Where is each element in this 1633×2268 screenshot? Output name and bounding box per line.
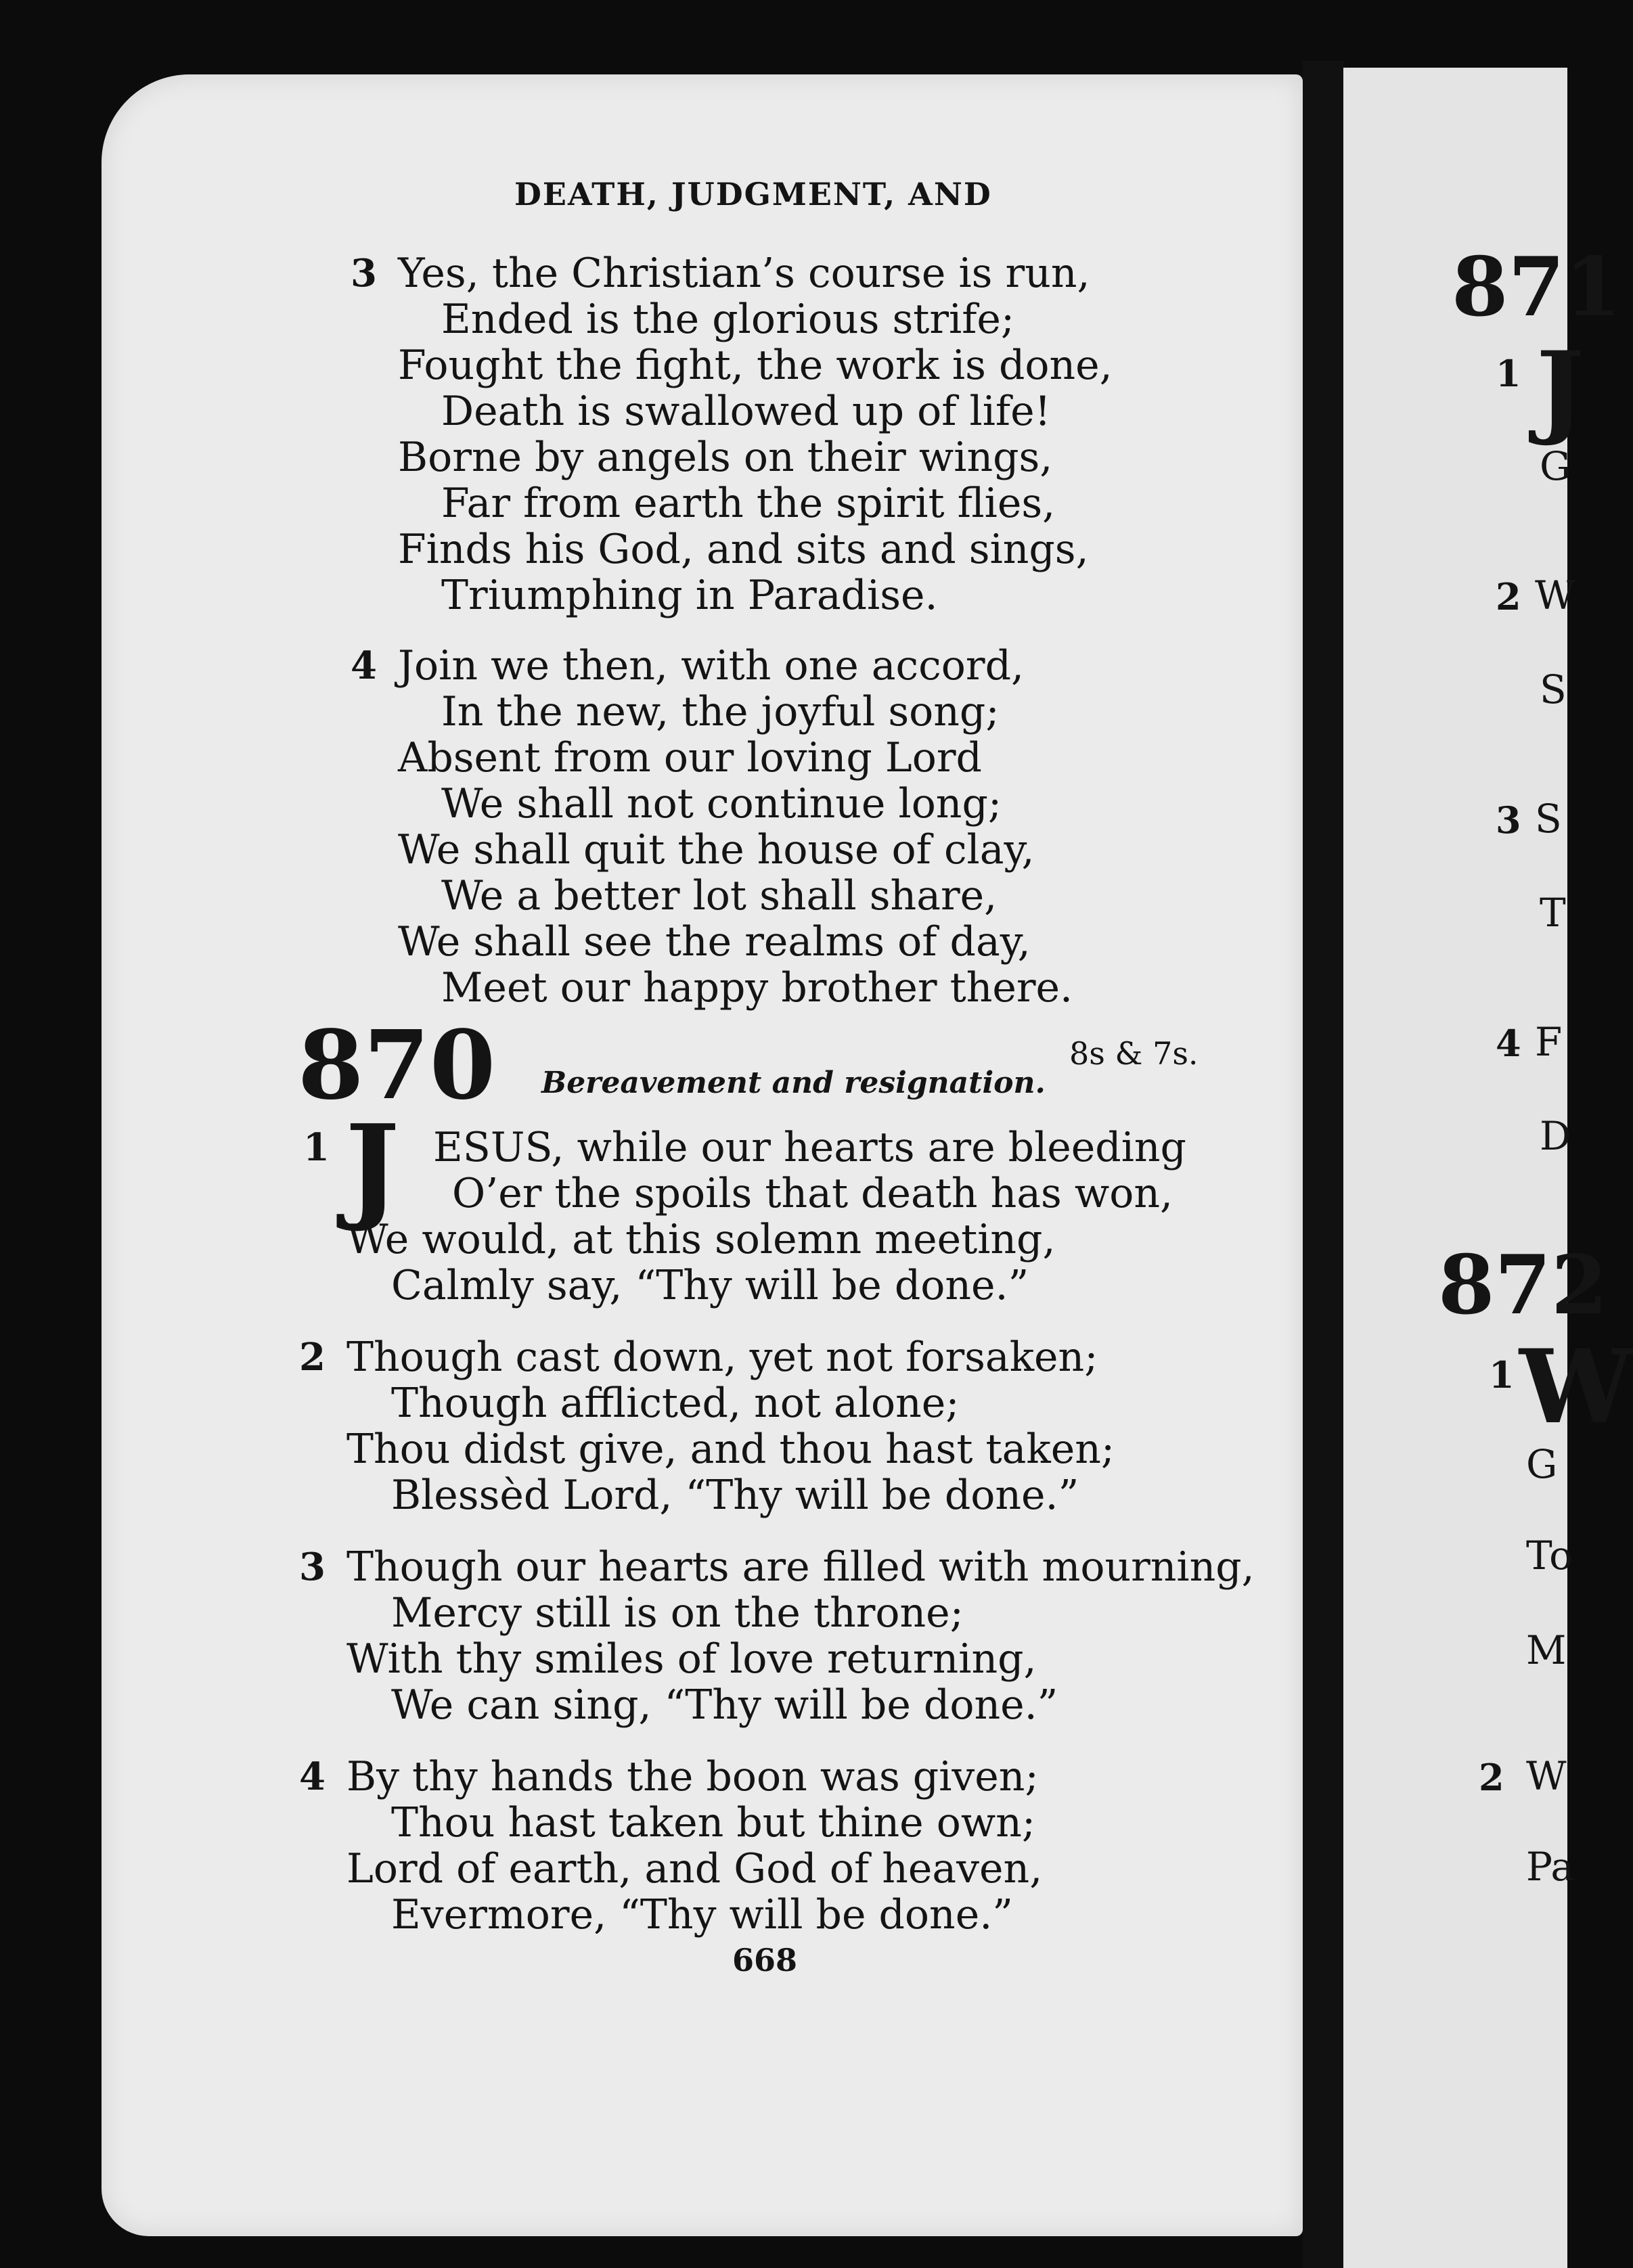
right-hymn-number: 871 (1452, 240, 1621, 335)
hymn-line: Finds his God, and sits and sings, (398, 526, 1089, 573)
right-text-fragment: S (1540, 666, 1567, 712)
right-stanza-number: 4 (1496, 1022, 1521, 1065)
hymn-number: 870 (298, 1010, 496, 1121)
hymn-line: Thou hast taken but thine own; (391, 1799, 1036, 1846)
right-text-fragment: M (1526, 1627, 1567, 1673)
right-stanza-number: 2 (1479, 1756, 1504, 1799)
hymn-line: In the new, the joyful song; (441, 688, 1000, 735)
right-text-fragment: Pa (1526, 1844, 1574, 1890)
hymn-line: Borne by angels on their wings, (398, 434, 1053, 481)
stanza-number: 3 (299, 1545, 326, 1589)
right-text-fragment: D (1540, 1113, 1571, 1159)
stanza-number: 4 (299, 1754, 326, 1799)
page-number: 668 (732, 1942, 798, 1978)
right-text-fragment: To (1526, 1533, 1573, 1579)
right-drop-cap: J (1536, 330, 1584, 449)
hymn-line: Though our hearts are filled with mourning, (346, 1543, 1255, 1591)
hymn-line: Though afflicted, not alone; (391, 1380, 960, 1427)
hymn-line: Calmly say, “Thy will be done.” (391, 1262, 1029, 1309)
right-stanza-number: 1 (1489, 1353, 1515, 1397)
hymn-line: Blessèd Lord, “Thy will be done.” (391, 1472, 1079, 1519)
right-text-fragment: G (1540, 443, 1571, 489)
hymn-line: By thy hands the boon was given; (346, 1753, 1039, 1800)
hymn-line: Join we then, with one accord, (398, 642, 1025, 689)
running-head: DEATH, JUDGMENT, AND (514, 176, 992, 212)
right-drop-cap: W (1519, 1328, 1633, 1447)
hymn-line: We would, at this solemn meeting, (346, 1216, 1056, 1263)
hymn-line: We shall quit the house of clay, (398, 826, 1035, 874)
right-text-fragment: G (1526, 1441, 1558, 1487)
hymn-line: Evermore, “Thy will be done.” (391, 1891, 1013, 1938)
hymn-line: Death is swallowed up of life! (441, 388, 1051, 435)
right-text-fragment: F (1535, 1019, 1563, 1065)
right-stanza-number: 3 (1496, 798, 1521, 842)
right-text-fragment: W (1526, 1753, 1567, 1799)
hymn-line: Thou didst give, and thou hast taken; (346, 1426, 1115, 1473)
right-text-fragment: S (1535, 796, 1562, 842)
hymn-line: Absent from our loving Lord (398, 734, 982, 781)
right-text-fragment: W (1535, 572, 1575, 618)
hymn-line: Though cast down, yet not forsaken; (346, 1334, 1098, 1381)
stanza-number: 4 (351, 643, 377, 688)
drop-cap: J (345, 1099, 400, 1235)
hymn-meter: 8s & 7s. (1069, 1035, 1199, 1072)
hymn-line: We shall not continue long; (441, 780, 1002, 827)
right-stanza-number: 2 (1496, 575, 1521, 618)
hymn-line: Mercy still is on the throne; (391, 1589, 964, 1637)
hymn-line: Yes, the Christian’s course is run, (398, 250, 1090, 297)
hymn-line: Lord of earth, and God of heaven, (346, 1845, 1043, 1892)
hymn-line: We can sing, “Thy will be done.” (391, 1681, 1058, 1729)
stanza-number: 1 (303, 1125, 330, 1170)
book-spine (1303, 61, 1343, 2268)
stanza-number: 3 (351, 251, 377, 296)
hymn-title: Bereavement and resignation. (541, 1066, 1046, 1100)
right-stanza-number: 1 (1496, 352, 1521, 395)
hymn-line: We shall see the realms of day, (398, 918, 1031, 966)
right-hymn-number: 872 (1438, 1238, 1608, 1333)
hymn-line: Meet our happy brother there. (441, 964, 1073, 1012)
hymn-line: Ended is the glorious strife; (441, 296, 1015, 343)
hymn-line: We a better lot shall share, (441, 872, 998, 920)
stanza-number: 2 (299, 1335, 326, 1380)
hymn-line: Far from earth the spirit flies, (441, 480, 1056, 527)
hymn-line: O’er the spoils that death has won, (452, 1170, 1173, 1217)
right-text-fragment: T (1540, 890, 1566, 936)
hymn-line: ESUS, while our hearts are bleeding (433, 1124, 1186, 1171)
hymn-line: Fought the fight, the work is done, (398, 342, 1113, 389)
hymn-line: With thy smiles of love returning, (346, 1635, 1037, 1683)
hymn-line: Triumphing in Paradise. (441, 572, 938, 619)
right-page (1343, 68, 1567, 2268)
